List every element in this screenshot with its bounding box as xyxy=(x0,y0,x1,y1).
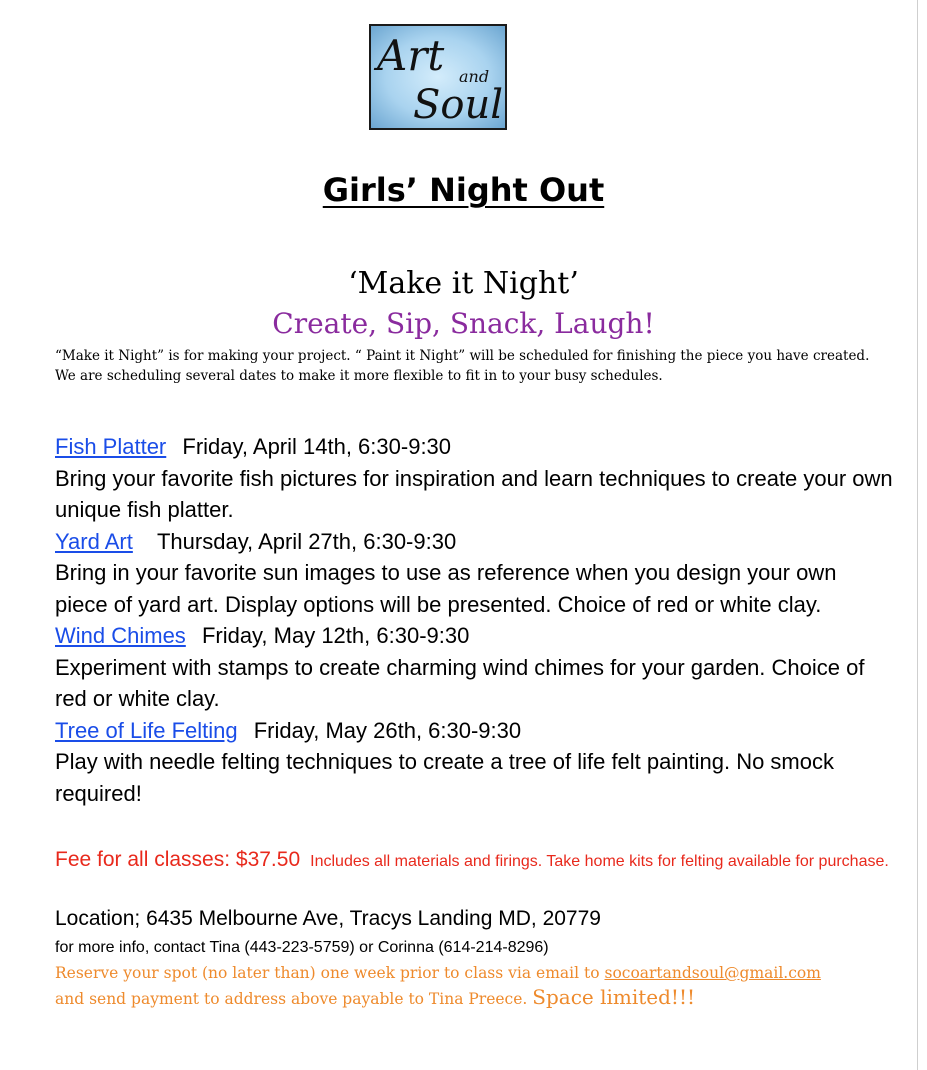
class-item-fish-platter xyxy=(55,431,895,526)
class-header xyxy=(55,431,895,463)
logo-word-soul: Soul xyxy=(413,82,504,128)
class-header xyxy=(55,526,895,558)
event-subtitle: ‘Make it Night’ xyxy=(348,266,579,301)
class-description: Bring in your favorite sun images to use as reference when you design your own piece of yard art. Display options will be presented. Choice of red or white clay. xyxy=(55,560,837,617)
class-link-tree-of-life-felting[interactable]: Tree of Life Felting xyxy=(55,717,238,743)
email-link[interactable]: socoartandsoul@gmail.com xyxy=(604,964,821,982)
class-date: Thursday, April 27th, 6:30-9:30 xyxy=(156,528,457,554)
class-item-wind-chimes xyxy=(55,620,895,715)
class-header xyxy=(55,715,895,747)
event-tagline: Create, Sip, Snack, Laugh! xyxy=(272,307,655,340)
class-item-tree-of-life-felting xyxy=(55,715,895,810)
class-date: Friday, May 12th, 6:30-9:30 xyxy=(201,623,470,648)
location-address: Location; 6435 Melbourne Ave, Tracys Landing MD, 20779 xyxy=(55,907,601,930)
fee-info xyxy=(55,846,895,876)
space-limited-note: Space limited!!! xyxy=(532,985,696,1009)
logo-artwork xyxy=(371,26,505,128)
class-date: Friday, April 14th, 6:30-9:30 xyxy=(182,434,452,459)
fee-note: Includes all materials and firings. Take home kits for felting available for purchase. xyxy=(310,853,889,870)
reservation-info xyxy=(55,961,835,1011)
class-item-yard-art xyxy=(55,526,895,621)
intro-paragraph: “Make it Night” is for making your project. “ Paint it Night” will be scheduled for finishing the piece you have created. We are scheduling several dates to make it more flexible to fit in to your busy schedules. xyxy=(55,348,870,384)
class-description: Play with needle felting techniques to create a tree of life felt painting. No smock required! xyxy=(55,749,834,806)
class-date: Friday, May 26th, 6:30-9:30 xyxy=(253,717,522,743)
class-link-fish-platter[interactable]: Fish Platter xyxy=(55,434,167,459)
fee-amount: Fee for all classes: $37.50 xyxy=(55,848,301,871)
art-and-soul-logo xyxy=(369,24,507,130)
class-description: Bring your favorite fish pictures for inspiration and learn techniques to create your own unique fish platter. xyxy=(55,465,893,522)
reserve-payment-text: and send payment to address above payable to Tina Preece. xyxy=(55,990,528,1008)
class-link-yard-art[interactable]: Yard Art xyxy=(55,528,133,554)
class-link-wind-chimes[interactable]: Wind Chimes xyxy=(55,623,186,648)
page-edge xyxy=(917,0,918,1070)
class-list xyxy=(55,431,895,809)
class-header xyxy=(55,620,895,652)
class-description: Experiment with stamps to create charming wind chimes for your garden. Choice of red or white clay. xyxy=(55,654,865,711)
reserve-text: Reserve your spot (no later than) one week prior to class via email to xyxy=(55,964,600,982)
logo-word-and: and xyxy=(459,67,490,86)
logo-word-art: Art xyxy=(377,31,445,80)
page-title: Girls’ Night Out xyxy=(322,171,605,209)
contact-info: for more info, contact Tina (443-223-5759) or Corinna (614-214-8296) xyxy=(55,939,549,956)
